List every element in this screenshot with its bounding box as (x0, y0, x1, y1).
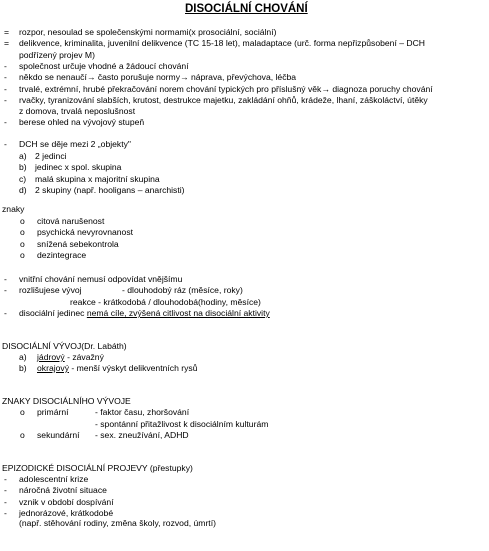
bullet-icon: o (20, 407, 25, 417)
znaky-item: psychická nevyrovnanost (37, 227, 134, 238)
distinguish-label: rozlišujese vývoj (19, 285, 82, 295)
dissocial-individual-line (19, 308, 270, 319)
projevy-item: jednorázové, krátkodobé (19, 507, 114, 518)
item-label: c) (19, 173, 27, 184)
projevy-item: náročná životní situace (19, 485, 107, 496)
dash-marker: - (4, 274, 7, 284)
projevy-item: vznik v období dospívání (19, 496, 114, 507)
dch-intro: DCH se děje mezi 2 „objekty" (19, 139, 131, 149)
line-marker: - (4, 117, 7, 128)
item-label: b) (19, 363, 27, 373)
znaky-item: snížená sebekontrola (37, 238, 119, 249)
dash-marker: - (4, 507, 7, 518)
definition-line: podřízený projev M) (19, 49, 95, 60)
dash-marker: - (4, 485, 7, 496)
secondary-desc: - sex. zneužívání, ADHD (95, 430, 189, 440)
definition-line: delikvence, kriminalita, juvenilní delikvence (TC 15-18 let), maladaptace (urč. forma nepřizpůsobení – DCH (19, 38, 426, 49)
development-line: - dlouhodobý ráz (měsíce, roky) (122, 285, 243, 295)
znaky-heading: znaky (2, 204, 25, 214)
line-marker: = (4, 38, 10, 49)
item-label: d) (19, 184, 27, 195)
definition-line: rozpor, nesoulad se společenskými normami(x prosociální, sociální) (19, 27, 277, 37)
definition-line: berese ohled na vývojový stupeň (19, 117, 145, 128)
definition-line: trvalé, extrémní, hrubé překračování norem chování typických pro příslušný věk→ diagnoza poruchy chování (19, 83, 433, 94)
line-marker: - (4, 60, 7, 71)
page-title: DISOCIÁLNÍ CHOVÁNÍ (185, 3, 308, 15)
znaky-item: citová narušenost (37, 216, 105, 226)
vyvoj-item-b (19, 363, 27, 374)
bullet-icon: o (20, 216, 25, 226)
dch-item: 2 jedinci (35, 151, 67, 161)
secondary-term: sekundární (37, 430, 80, 440)
item-label: a) (19, 352, 27, 362)
vyvoj-item-b-text (37, 363, 197, 374)
vyvoj-heading: DISOCIÁLNÍ VÝVOJ(Dr. Labáth) (2, 341, 127, 351)
dch-item: malá skupina x majoritní skupina (35, 173, 160, 184)
dch-item: jedinec x spol. skupina (35, 162, 122, 173)
projevy-note: (např. stěhování rodiny, změna školy, rozvod, úmrtí) (19, 518, 216, 528)
dash-marker: - (4, 285, 7, 295)
dash-marker: - (4, 308, 7, 318)
line-marker: - (4, 94, 7, 105)
primary-desc-1: - faktor času, zhoršování (95, 407, 190, 417)
vyvoj-item-a-text (37, 352, 104, 363)
bullet-icon: o (20, 227, 25, 238)
znaky-vyvoje-heading: ZNAKY DISOCIÁLNÍHO VÝVOJE (2, 396, 131, 406)
marginal-term: okrajový (37, 363, 69, 373)
definition-line: z domova, trvalá neposlušnost (19, 106, 136, 117)
line-marker: - (4, 72, 7, 83)
inner-behavior-line: vnitřní chování nemusí odpovídat vnějšímu (19, 274, 183, 284)
bullet-icon: o (20, 430, 25, 440)
bullet-icon: o (20, 249, 25, 260)
item-label: b) (19, 162, 27, 173)
reaction-line: reakce - krátkodobá / dlouhodobá(hodiny, měsíce) (70, 297, 261, 307)
dash-marker: - (4, 496, 7, 507)
item-label: a) (19, 151, 27, 161)
definition-line: rvačky, tyranizování slabších, krutost, destrukce majetku, zakládání ohňů, krádeže, lhaní, záškoláctví, útěky (19, 94, 428, 105)
projevy-item: adolescentní krize (19, 474, 89, 484)
core-desc: - závažný (64, 352, 104, 362)
definition-line: někdo se nenaučí→ často porušuje normy→ náprava, převýchova, léčba (19, 72, 297, 83)
vyvoj-item-a (19, 352, 27, 363)
primary-desc-2: - spontánní přitažlivost k disociálním kulturám (95, 419, 269, 429)
bullet-icon: o (20, 238, 25, 249)
definition-line: společnost určuje vhodné a žádoucí chování (19, 60, 189, 71)
dash-marker: - (4, 474, 7, 484)
dch-item: 2 skupiny (např. hooligans – anarchisti) (35, 184, 185, 195)
line-marker: - (4, 83, 7, 94)
dash-marker: - (4, 139, 7, 149)
core-term: jádrový (37, 352, 65, 362)
znaky-item: dezintegrace (37, 249, 87, 260)
line-marker: = (4, 27, 10, 37)
dissocial-individual-label: disociální jedinec (19, 308, 87, 318)
projevy-heading: EPIZODICKÉ DISOCIÁLNÍ PROJEVY (přestupky) (2, 463, 193, 473)
primary-term: primární (37, 407, 69, 417)
dissocial-individual-traits: nemá cíle, zvýšená citlivost na disociální aktivity (86, 308, 270, 318)
marginal-desc: - menší výskyt delikventních rysů (69, 363, 198, 373)
